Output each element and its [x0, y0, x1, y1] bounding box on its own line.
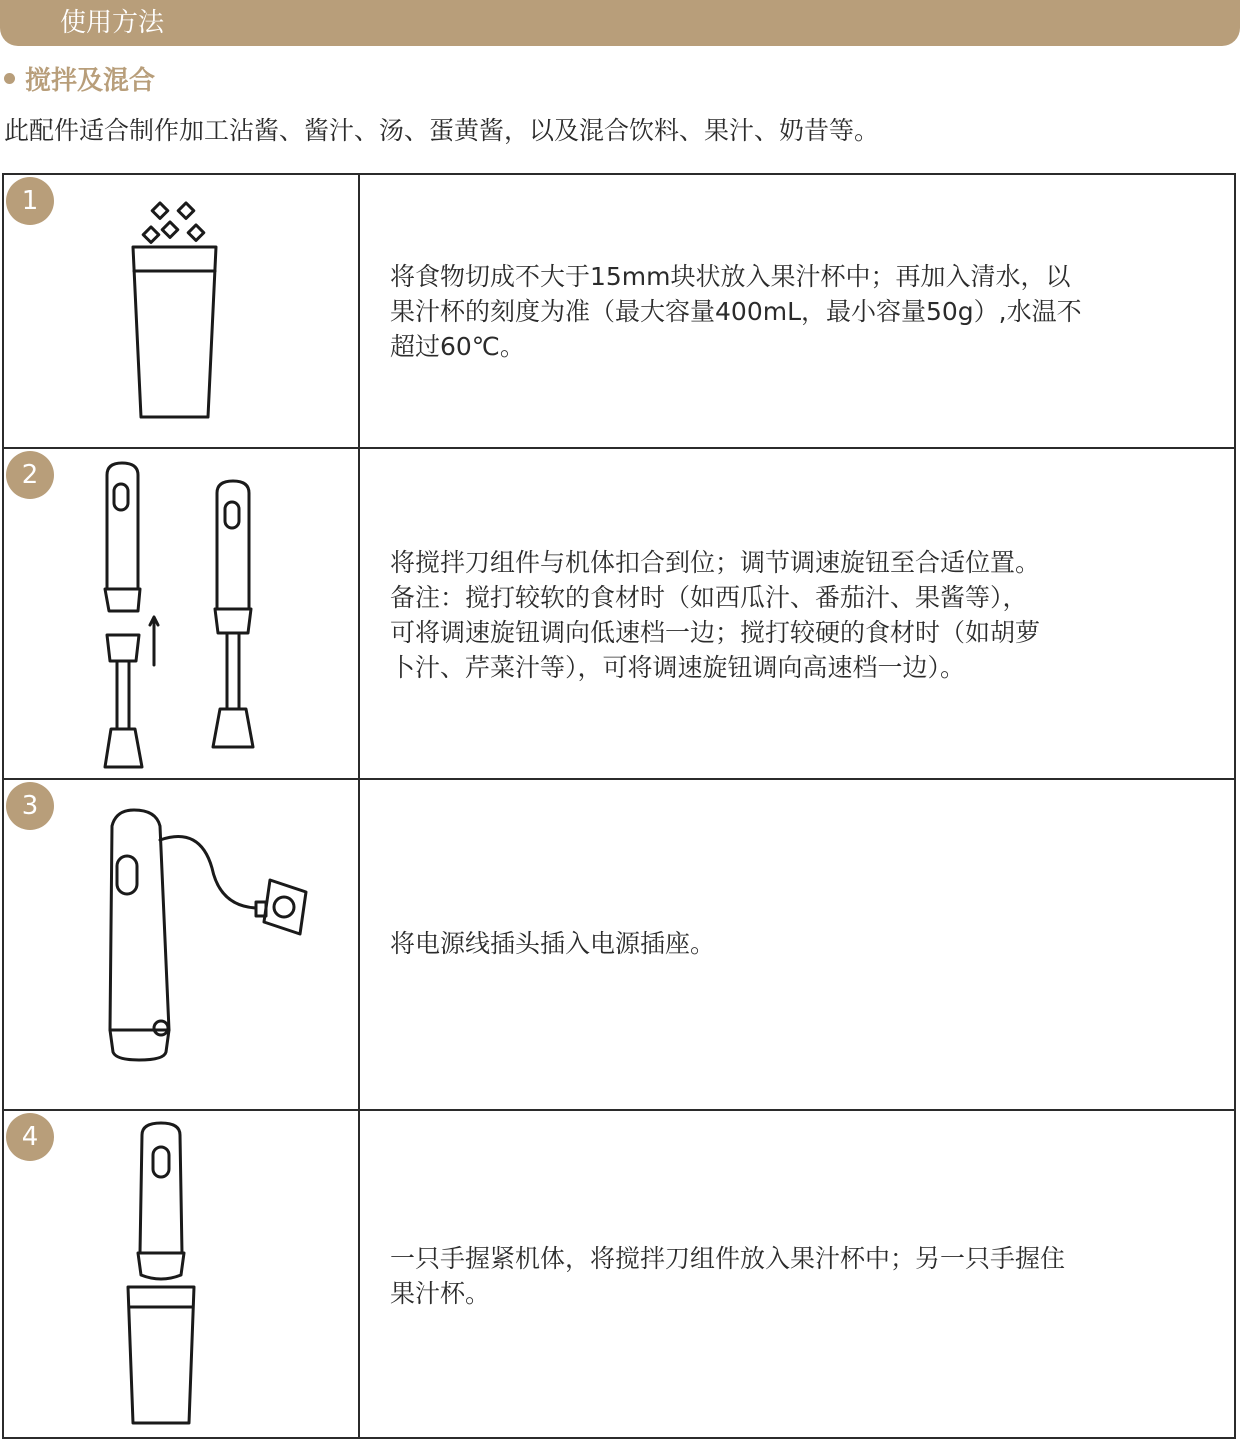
- step-illustration-2: [4, 449, 360, 778]
- bullet-dot-icon: [4, 73, 15, 84]
- step-number-badge: 4: [6, 1113, 54, 1161]
- step-number-badge: 3: [6, 782, 54, 830]
- cup-with-food-cubes-icon: [4, 175, 358, 447]
- intro-text: 此配件适合制作加工沾酱、酱汁、汤、蛋黄酱，以及混合饮料、果汁、奶昔等。: [4, 116, 880, 145]
- step-text-line: 果汁杯的刻度为准（最大容量400mL，最小容量50g）,水温不: [390, 297, 1082, 326]
- step-row-4: [4, 1111, 1234, 1437]
- step-text-line: 果汁杯。: [390, 1279, 491, 1308]
- step-text-line: 将搅拌刀组件与机体扣合到位；调节调速旋钮至合适位置。: [390, 548, 1041, 577]
- step-text-4: [390, 1241, 1220, 1311]
- step-row-3: [4, 780, 1234, 1111]
- step-text-line: 一只手握紧机体，将搅拌刀组件放入果汁杯中；另一只手握住: [390, 1244, 1066, 1273]
- step-text-line: 备注：搅打较软的食材时（如西瓜汁、番茄汁、果酱等），: [390, 583, 1028, 612]
- steps-table: [2, 173, 1236, 1439]
- step-text-line: 超过60℃。: [390, 332, 525, 361]
- header-bar: [0, 0, 1240, 46]
- step-number-badge: 1: [6, 177, 54, 225]
- blender-plugged-in-icon: [4, 780, 358, 1109]
- blender-assembly-icon: [4, 449, 358, 778]
- section-title: 搅拌及混合: [25, 65, 156, 96]
- step-text-2: [390, 545, 1220, 685]
- header-title: 使用方法: [60, 8, 165, 38]
- step-illustration-3: [4, 780, 360, 1109]
- step-text-line: 卜汁、芹菜汁等），可将调速旋钮调向高速档一边）。: [390, 653, 966, 682]
- step-text-line: 将食物切成不大于15mm块状放入果汁杯中；再加入清水，以: [390, 262, 1071, 291]
- step-text-line: 将电源线插头插入电源插座。: [390, 929, 716, 958]
- step-row-1: [4, 175, 1234, 449]
- step-row-2: [4, 449, 1234, 780]
- step-text-line: 可将调速旋钮调向低速档一边；搅打较硬的食材时（如胡萝: [390, 618, 1041, 647]
- step-text-1: [390, 259, 1220, 364]
- step-illustration-4: [4, 1111, 360, 1437]
- step-number-badge: 2: [6, 451, 54, 499]
- step-illustration-1: [4, 175, 360, 447]
- step-text-3: [390, 926, 1220, 961]
- section-heading: [4, 60, 155, 96]
- blender-in-cup-icon: [4, 1111, 358, 1437]
